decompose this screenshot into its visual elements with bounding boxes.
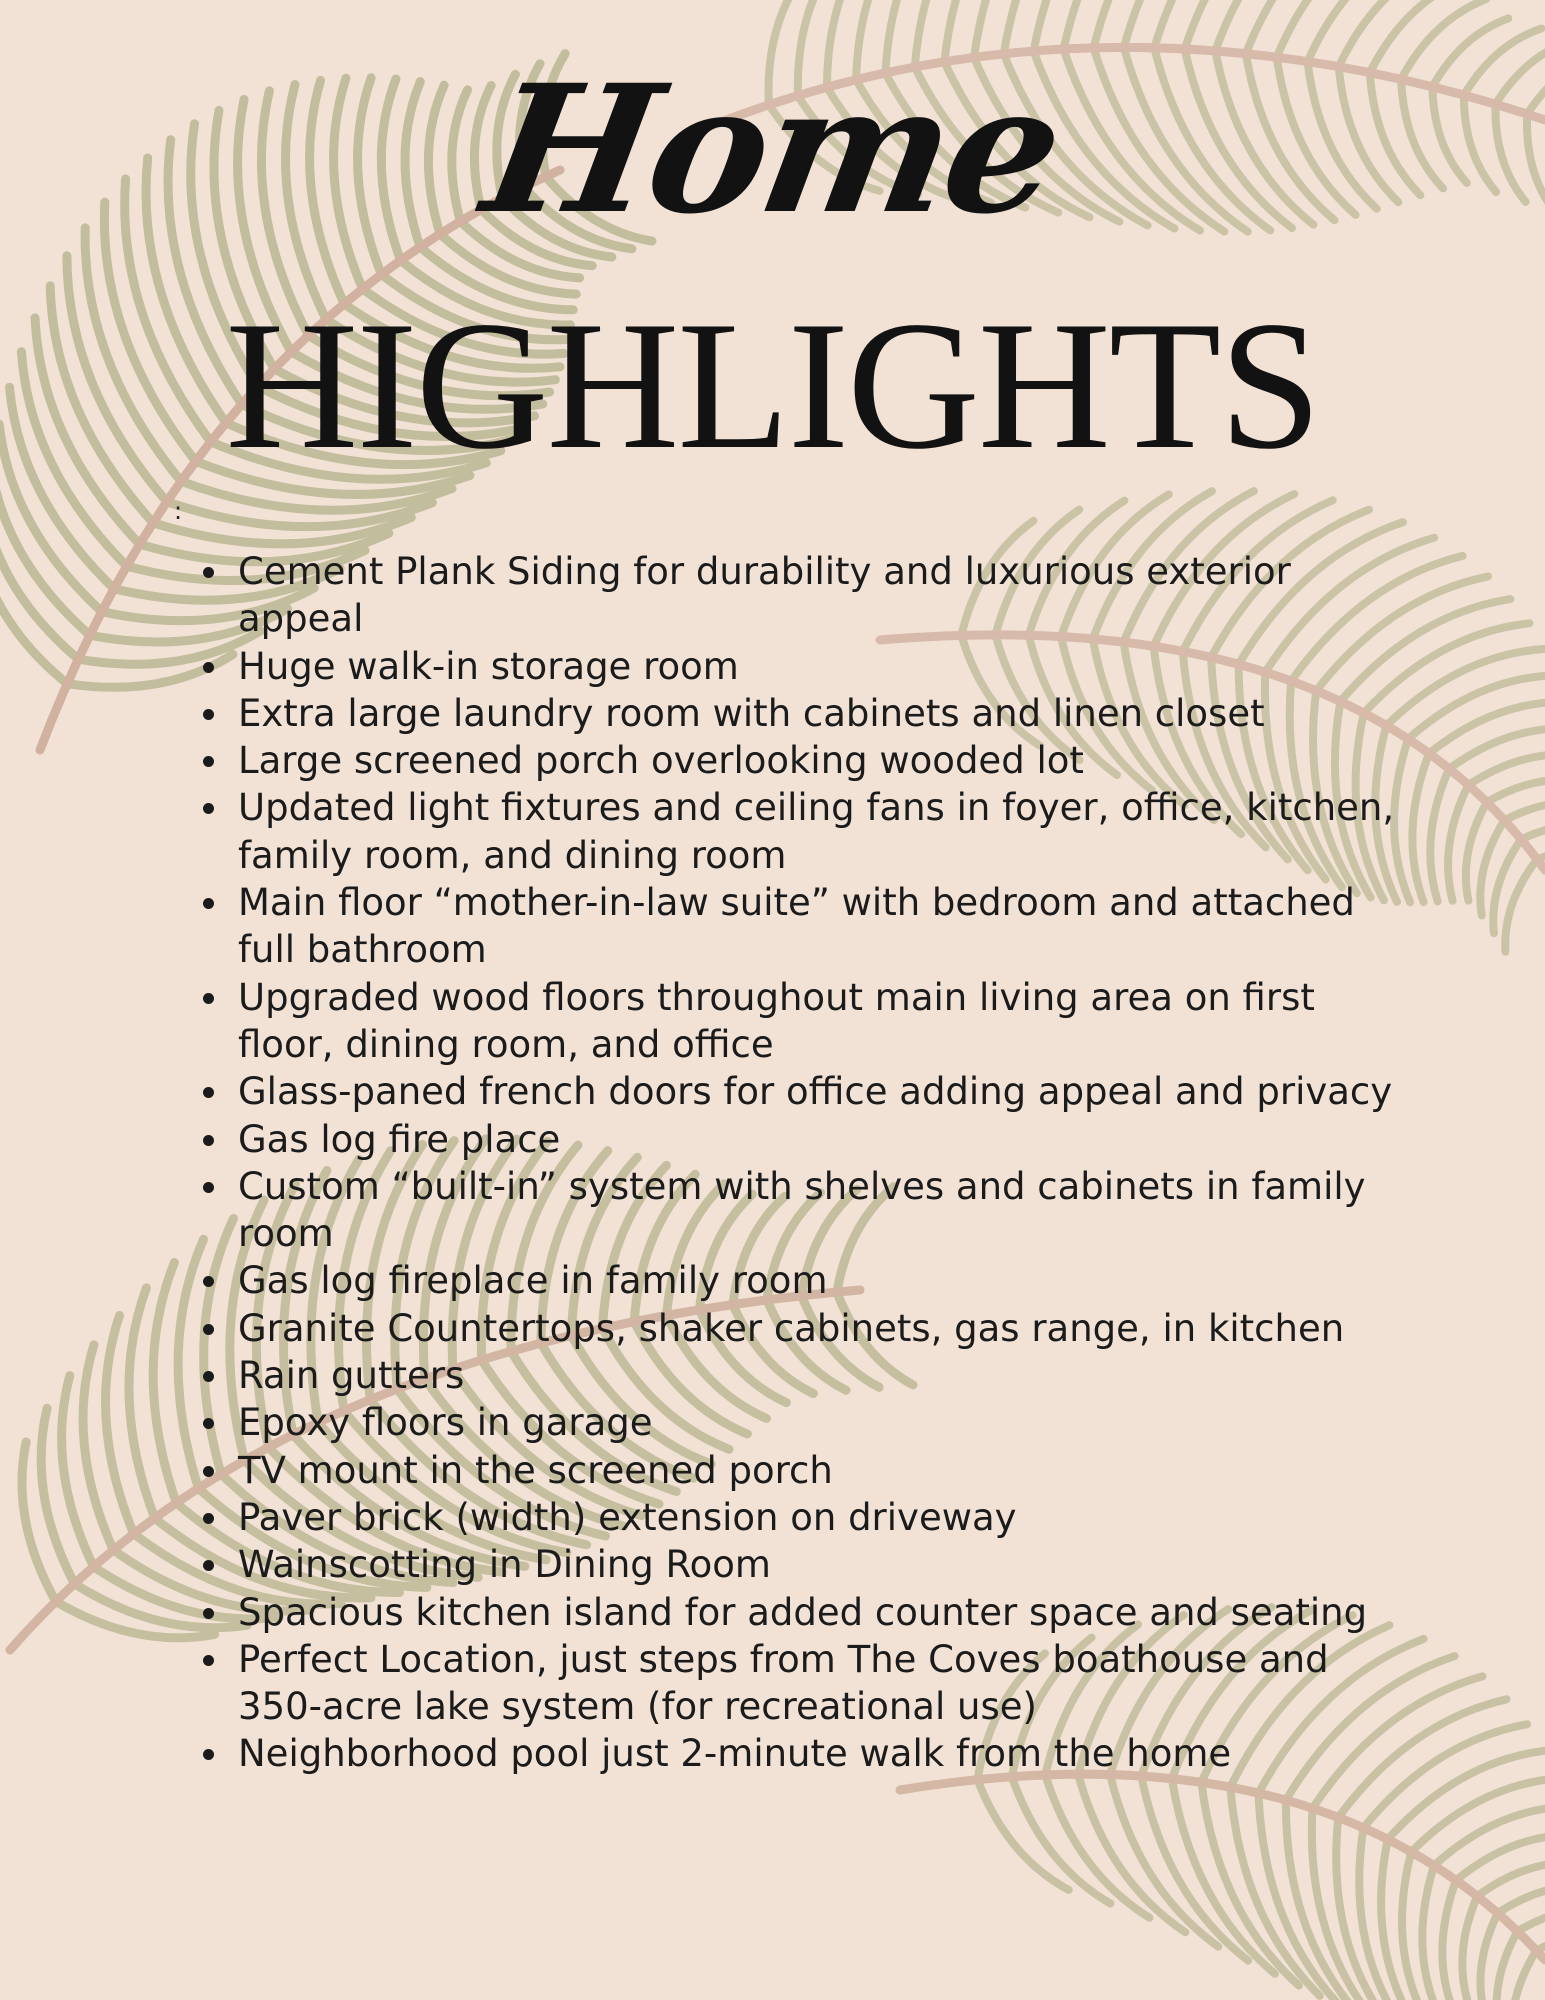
highlight-item-16: Paver brick (width) extension on driveway: [238, 1494, 1418, 1541]
highlight-item-15: TV mount in the screened porch: [238, 1447, 1418, 1494]
highlight-item-8: Glass-paned french doors for office adding appeal and privacy: [238, 1068, 1418, 1115]
highlight-item-13: Rain gutters: [238, 1352, 1418, 1399]
highlight-item-19: Perfect Location, just steps from The Coves boathouse and 350-acre lake system (for recreational use): [238, 1636, 1418, 1731]
highlight-item-11: Gas log fireplace in family room: [238, 1257, 1418, 1304]
title-highlights: HIGHLIGHTS: [225, 283, 1320, 487]
highlight-item-1: Cement Plank Siding for durability and luxurious exterior appeal: [238, 548, 1418, 643]
highlight-item-14: Epoxy floors in garage: [238, 1399, 1418, 1446]
intro-colon: :: [174, 497, 183, 525]
highlight-item-10: Custom “built-in” system with shelves and cabinets in family room: [238, 1163, 1418, 1258]
highlight-item-7: Upgraded wood floors throughout main living area on first floor, dining room, and office: [238, 974, 1418, 1069]
highlights-list: [198, 548, 1418, 1778]
highlight-item-6: Main floor “mother-in-law suite” with bedroom and attached full bathroom: [238, 879, 1418, 974]
highlight-item-18: Spacious kitchen island for added counter space and seating: [238, 1589, 1418, 1636]
highlight-item-4: Large screened porch overlooking wooded lot: [238, 737, 1418, 784]
title-script-home: Home: [471, 46, 1074, 253]
highlight-item-2: Huge walk-in storage room: [238, 643, 1418, 690]
highlight-item-20: Neighborhood pool just 2-minute walk from the home: [238, 1730, 1418, 1777]
highlight-item-17: Wainscotting in Dining Room: [238, 1541, 1418, 1588]
highlight-item-9: Gas log fire place: [238, 1116, 1418, 1163]
highlight-item-12: Granite Countertops, shaker cabinets, gas range, in kitchen: [238, 1305, 1418, 1352]
highlight-item-3: Extra large laundry room with cabinets and linen closet: [238, 690, 1418, 737]
highlight-item-5: Updated light fixtures and ceiling fans in foyer, office, kitchen, family room, and dining room: [238, 784, 1418, 879]
